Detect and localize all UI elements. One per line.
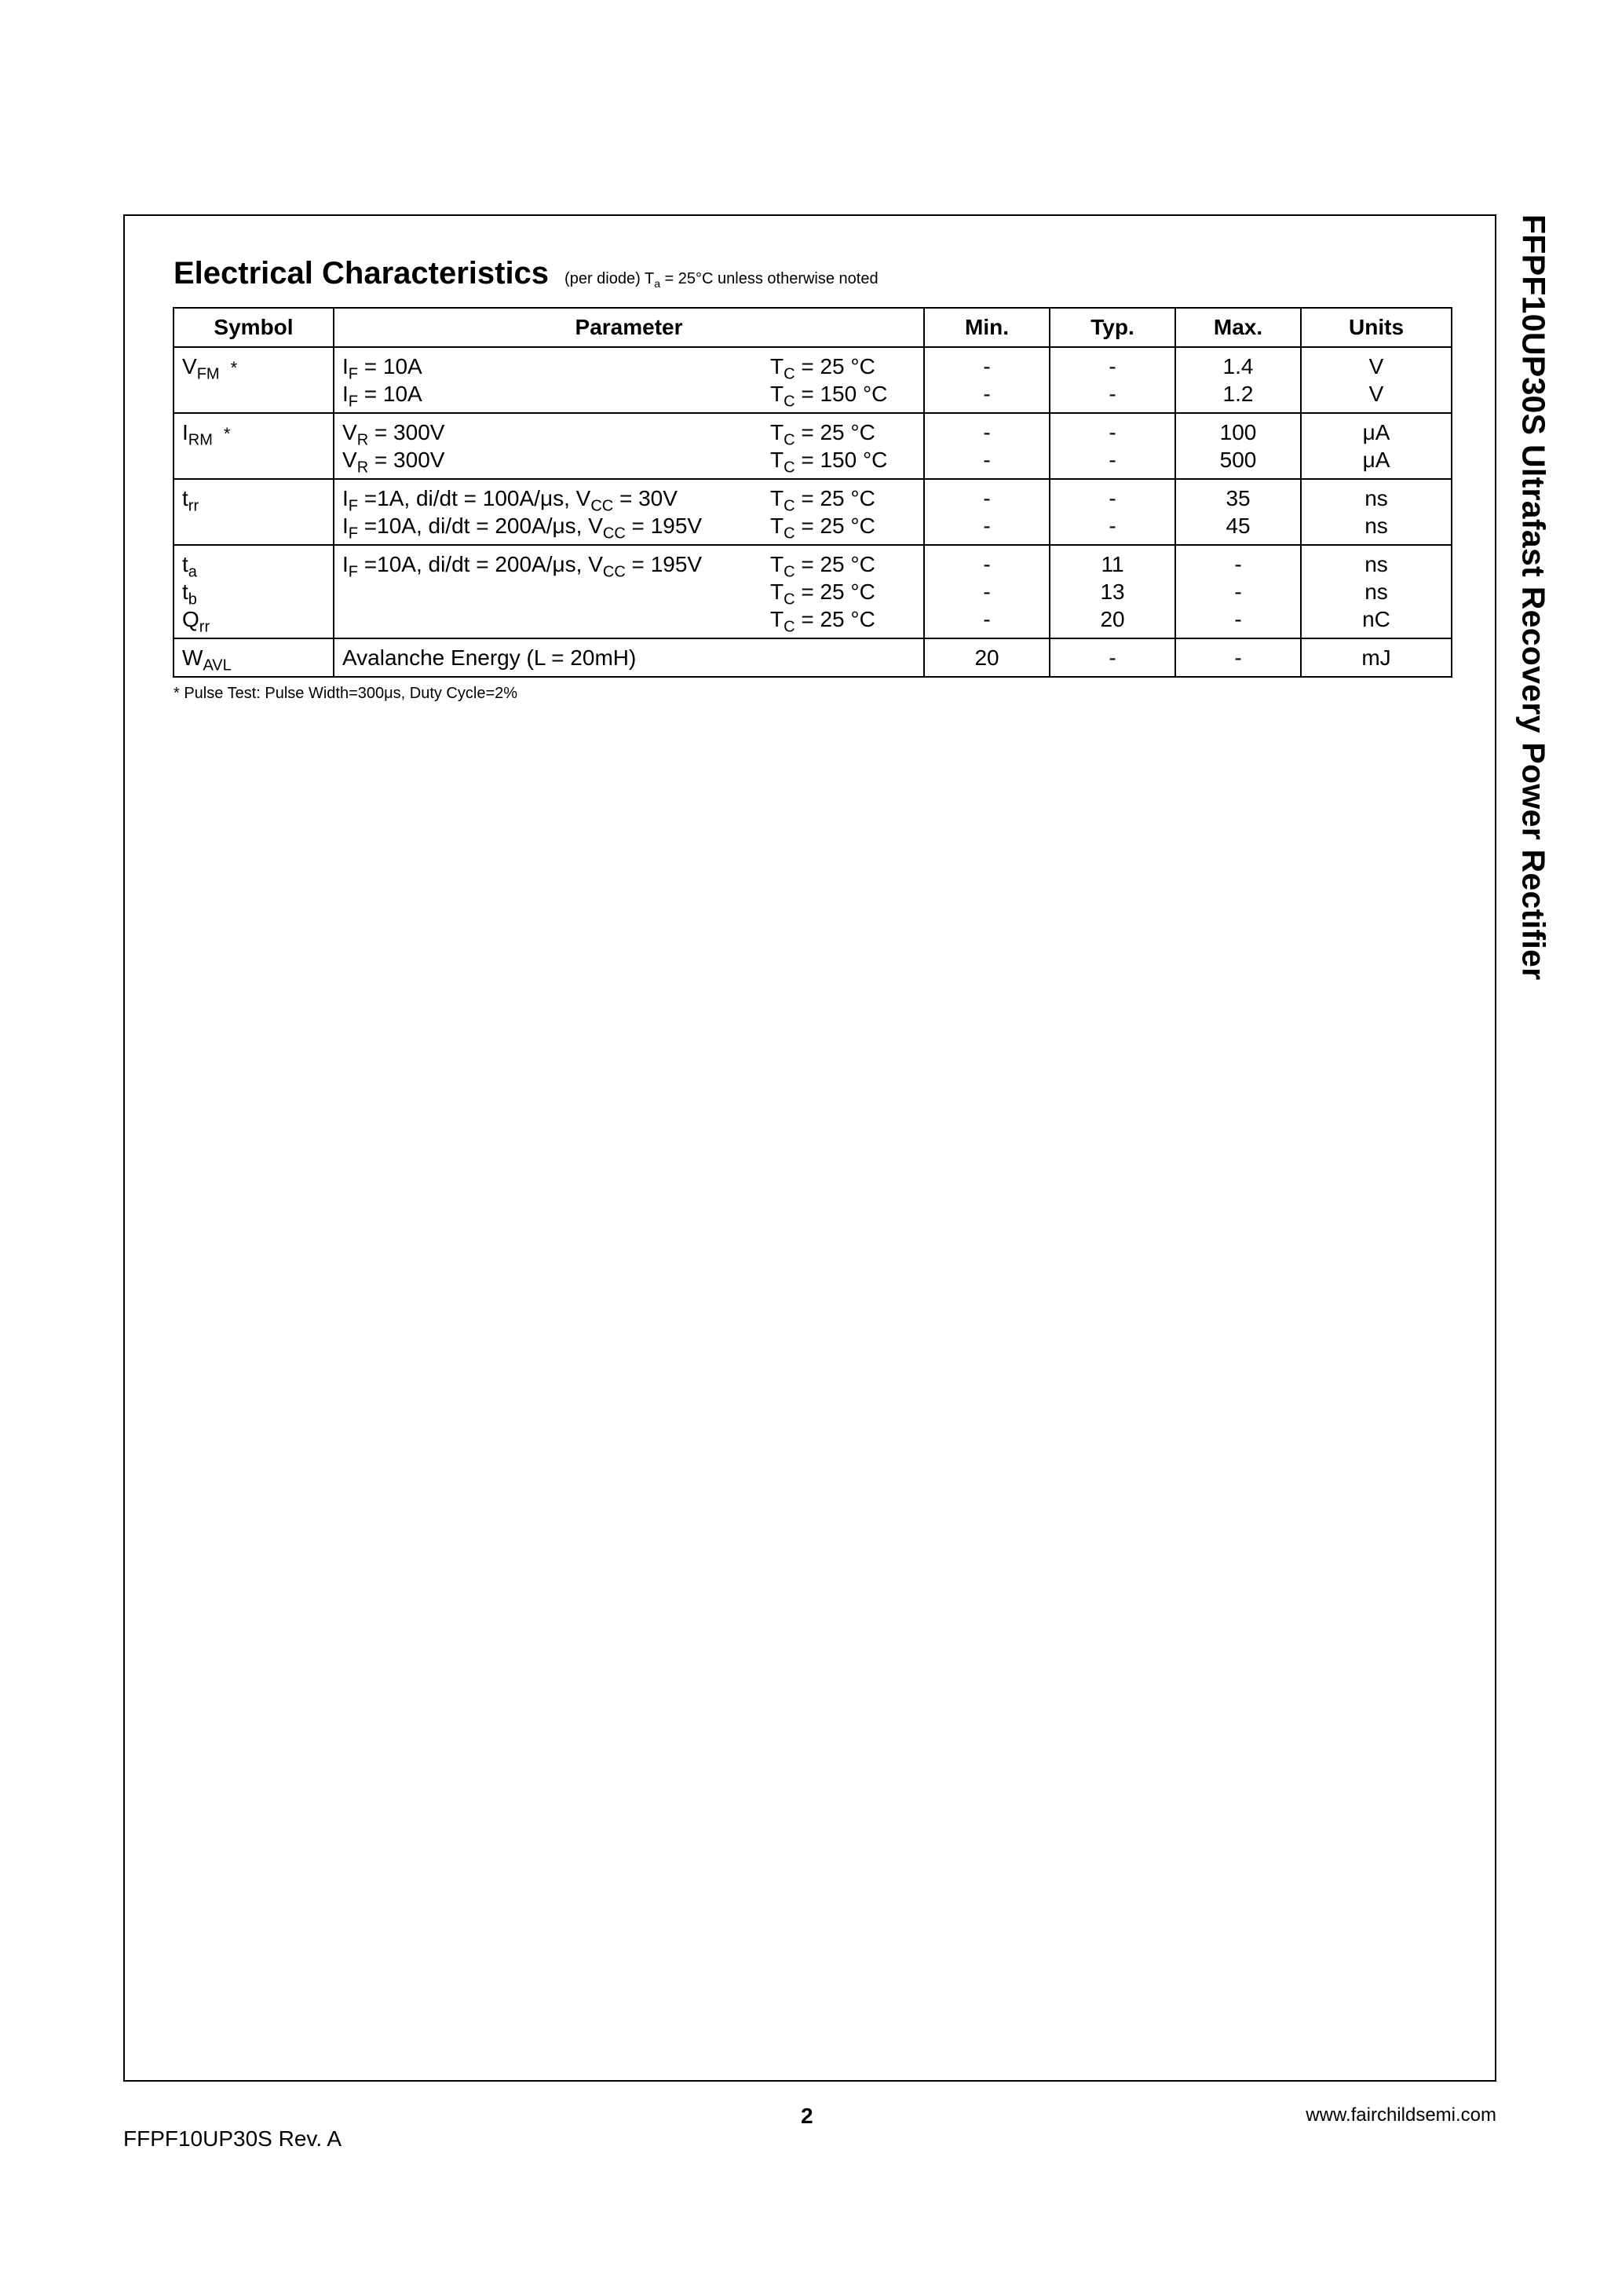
text-subscript: C bbox=[784, 525, 795, 543]
value-units: mJ bbox=[1361, 645, 1391, 670]
text-rest: = 300V bbox=[368, 420, 445, 444]
text-base: I bbox=[342, 514, 349, 538]
text-subscript: RM bbox=[188, 431, 213, 449]
condition-line bbox=[769, 419, 923, 449]
value-typ: - bbox=[1109, 448, 1116, 472]
section-heading bbox=[174, 256, 879, 291]
cell-condition bbox=[769, 479, 924, 545]
value-typ: - bbox=[1109, 354, 1116, 378]
electrical-characteristics-table bbox=[173, 307, 1452, 678]
text-subscript: rr bbox=[188, 497, 199, 515]
text-rest: = 25 °C bbox=[795, 607, 875, 631]
text-base: V bbox=[342, 448, 357, 472]
symbol-line bbox=[174, 353, 333, 383]
section-title: Electrical Characteristics bbox=[174, 256, 550, 291]
text-subscript: C bbox=[784, 431, 795, 449]
value-typ: - bbox=[1109, 486, 1116, 510]
table-header-row bbox=[174, 308, 1452, 347]
text-base: T bbox=[770, 354, 784, 378]
footer-page-number: 2 bbox=[801, 2104, 813, 2128]
text-subscript: C bbox=[784, 497, 795, 515]
text-subscript: F bbox=[348, 365, 358, 383]
text-rest: =10A, di/dt = 200A/μs, V bbox=[358, 514, 603, 538]
cell-typ bbox=[1050, 347, 1175, 413]
value-max: 45 bbox=[1226, 514, 1251, 538]
cell-parameter bbox=[334, 413, 769, 479]
text-base: V bbox=[342, 420, 357, 444]
text-subscript: C bbox=[784, 459, 795, 477]
cell-min bbox=[924, 545, 1050, 638]
parameter-line bbox=[334, 446, 769, 477]
cell-symbol bbox=[174, 413, 334, 479]
text-rest: = 150 °C bbox=[795, 448, 888, 472]
table-row bbox=[174, 545, 1452, 638]
value-typ: 13 bbox=[1100, 579, 1125, 604]
symbol-line bbox=[174, 605, 333, 636]
cell-typ bbox=[1050, 413, 1175, 479]
footer-website: www.fairchildsemi.com bbox=[1306, 2104, 1496, 2126]
text-base: I bbox=[342, 486, 349, 510]
value-units: V bbox=[1368, 382, 1384, 406]
cell-parameter bbox=[334, 638, 924, 677]
text-subscript: FM bbox=[196, 365, 220, 383]
parameter-line bbox=[334, 353, 769, 383]
table-row bbox=[174, 413, 1452, 479]
header-min: Min. bbox=[924, 308, 1050, 347]
section-note-sub: a bbox=[654, 277, 660, 290]
text-subscript: F bbox=[348, 525, 358, 543]
value-min: - bbox=[983, 448, 991, 472]
cell-condition bbox=[769, 347, 924, 413]
text-rest: = 25 °C bbox=[795, 354, 875, 378]
condition-line bbox=[769, 512, 923, 543]
value-max: - bbox=[1234, 645, 1242, 670]
cell-max bbox=[1175, 413, 1301, 479]
value-units: nC bbox=[1362, 607, 1390, 631]
parameter-line bbox=[334, 484, 769, 515]
symbol-line bbox=[174, 578, 333, 609]
section-note bbox=[564, 270, 879, 290]
value-max: - bbox=[1234, 579, 1242, 604]
text-subscript: F bbox=[348, 497, 358, 515]
text-base: W bbox=[182, 645, 203, 670]
value-min: - bbox=[983, 579, 991, 604]
value-typ: 11 bbox=[1101, 552, 1124, 576]
text-subscript: C bbox=[784, 365, 795, 383]
cell-parameter bbox=[334, 347, 769, 413]
text-subscript: C bbox=[784, 393, 795, 411]
condition-line bbox=[769, 605, 923, 636]
value-min: - bbox=[983, 354, 991, 378]
value-units: ns bbox=[1364, 486, 1388, 510]
value-units: μA bbox=[1362, 448, 1390, 472]
cell-parameter bbox=[334, 545, 769, 638]
cell-max bbox=[1175, 545, 1301, 638]
table-row bbox=[174, 479, 1452, 545]
value-typ: - bbox=[1109, 420, 1116, 444]
parameter-line bbox=[334, 380, 769, 411]
table-body bbox=[174, 347, 1452, 677]
value-max: 100 bbox=[1219, 420, 1257, 444]
text-subscript: rr bbox=[199, 618, 210, 636]
text-rest: = 30V bbox=[613, 486, 678, 510]
cell-typ bbox=[1050, 638, 1175, 677]
condition-line bbox=[769, 446, 923, 477]
value-units: ns bbox=[1364, 552, 1388, 576]
cell-min bbox=[924, 479, 1050, 545]
text-subscript: C bbox=[784, 590, 795, 609]
cell-max bbox=[1175, 638, 1301, 677]
value-min: - bbox=[983, 420, 991, 444]
cell-typ bbox=[1050, 545, 1175, 638]
cell-min bbox=[924, 413, 1050, 479]
text-base: I bbox=[182, 420, 188, 444]
text-base: V bbox=[182, 354, 197, 378]
table-row bbox=[174, 347, 1452, 413]
value-max: 35 bbox=[1226, 486, 1251, 510]
text-subscript: AVL bbox=[203, 656, 232, 675]
text-base: T bbox=[770, 382, 784, 406]
text-base: T bbox=[770, 448, 784, 472]
cell-condition bbox=[769, 413, 924, 479]
cell-units bbox=[1301, 347, 1452, 413]
value-typ: - bbox=[1109, 514, 1116, 538]
text-subscript: C bbox=[784, 618, 795, 636]
cell-units bbox=[1301, 479, 1452, 545]
symbol-line bbox=[174, 550, 333, 581]
text-base: t bbox=[182, 579, 188, 604]
value-min: - bbox=[983, 486, 991, 510]
text-subscript: CC bbox=[602, 525, 626, 543]
table-row bbox=[174, 638, 1452, 677]
text-subscript: b bbox=[188, 590, 197, 609]
text-subscript: R bbox=[356, 459, 369, 477]
value-min: - bbox=[983, 382, 991, 406]
parameter-line bbox=[334, 550, 769, 581]
text-subscript: C bbox=[784, 563, 795, 581]
cell-units bbox=[1301, 545, 1452, 638]
value-typ: 20 bbox=[1100, 607, 1125, 631]
cell-min bbox=[924, 347, 1050, 413]
text-rest: =1A, di/dt = 100A/μs, V bbox=[358, 486, 591, 510]
condition-line bbox=[769, 550, 923, 581]
text-subscript: CC bbox=[602, 563, 626, 581]
value-max: 500 bbox=[1219, 448, 1257, 472]
cell-condition bbox=[769, 545, 924, 638]
condition-line bbox=[769, 484, 923, 515]
parameter-line: Avalanche Energy (L = 20mH) bbox=[342, 645, 637, 670]
text-rest: = 25 °C bbox=[795, 420, 875, 444]
text-rest: = 150 °C bbox=[795, 382, 888, 406]
condition-line bbox=[769, 578, 923, 609]
cell-typ bbox=[1050, 479, 1175, 545]
value-max: - bbox=[1234, 552, 1242, 576]
text-rest: = 25 °C bbox=[795, 486, 875, 510]
text-subscript: CC bbox=[590, 497, 614, 515]
cell-units bbox=[1301, 638, 1452, 677]
cell-units bbox=[1301, 413, 1452, 479]
text-base: I bbox=[342, 382, 349, 406]
text-rest: = 25 °C bbox=[795, 552, 875, 576]
pulse-test-marker: * bbox=[223, 424, 231, 444]
value-min: - bbox=[983, 607, 991, 631]
condition-line bbox=[769, 380, 923, 411]
section-note-prefix: (per diode) T bbox=[564, 270, 655, 287]
side-title-container bbox=[1506, 214, 1561, 1000]
header-symbol: Symbol bbox=[174, 308, 334, 347]
header-units: Units bbox=[1301, 308, 1452, 347]
value-typ: - bbox=[1109, 645, 1116, 670]
text-base: T bbox=[770, 486, 784, 510]
section-note-suffix: = 25°C unless otherwise noted bbox=[659, 270, 879, 287]
text-rest: = 25 °C bbox=[795, 579, 875, 604]
cell-max bbox=[1175, 479, 1301, 545]
text-base: I bbox=[342, 552, 349, 576]
text-base: I bbox=[342, 354, 349, 378]
value-max: 1.4 bbox=[1222, 354, 1254, 378]
text-base: t bbox=[182, 486, 188, 510]
cell-symbol bbox=[174, 479, 334, 545]
value-min: 20 bbox=[974, 645, 999, 670]
value-units: ns bbox=[1364, 514, 1388, 538]
text-rest: = 25 °C bbox=[795, 514, 875, 538]
text-subscript: a bbox=[188, 563, 197, 581]
value-units: ns bbox=[1364, 579, 1388, 604]
symbol-line bbox=[174, 644, 333, 675]
side-title: FFPF10UP30S Ultrafast Recovery Power Rectifier bbox=[1515, 214, 1552, 981]
footer-revision: FFPF10UP30S Rev. A bbox=[123, 2126, 342, 2151]
cell-max bbox=[1175, 347, 1301, 413]
parameter-line bbox=[334, 419, 769, 449]
header-typ: Typ. bbox=[1050, 308, 1175, 347]
cell-symbol bbox=[174, 347, 334, 413]
text-rest: =10A, di/dt = 200A/μs, V bbox=[358, 552, 603, 576]
text-base: T bbox=[770, 607, 784, 631]
text-subscript: R bbox=[356, 431, 369, 449]
cell-symbol bbox=[174, 638, 334, 677]
value-min: - bbox=[983, 552, 991, 576]
header-max: Max. bbox=[1175, 308, 1301, 347]
text-subscript: F bbox=[348, 563, 358, 581]
text-base: T bbox=[770, 552, 784, 576]
cell-min bbox=[924, 638, 1050, 677]
value-max: 1.2 bbox=[1222, 382, 1254, 406]
text-base: T bbox=[770, 420, 784, 444]
pulse-test-marker: * bbox=[230, 358, 238, 378]
text-subscript: F bbox=[348, 393, 358, 411]
text-rest: = 10A bbox=[358, 354, 422, 378]
value-units: V bbox=[1368, 354, 1384, 378]
text-base: T bbox=[770, 514, 784, 538]
symbol-line bbox=[174, 484, 333, 515]
cell-symbol bbox=[174, 545, 334, 638]
text-base: t bbox=[182, 552, 188, 576]
value-min: - bbox=[983, 514, 991, 538]
text-rest: = 195V bbox=[625, 514, 703, 538]
footnote: * Pulse Test: Pulse Width=300μs, Duty Cycle=2% bbox=[174, 685, 518, 702]
text-rest: = 195V bbox=[625, 552, 703, 576]
text-rest: = 300V bbox=[368, 448, 445, 472]
cell-parameter bbox=[334, 479, 769, 545]
value-max: - bbox=[1234, 607, 1242, 631]
symbol-line bbox=[174, 419, 333, 449]
text-base: Q bbox=[182, 607, 199, 631]
parameter-line bbox=[334, 512, 769, 543]
header-parameter: Parameter bbox=[334, 308, 924, 347]
text-rest: = 10A bbox=[358, 382, 422, 406]
value-units: μA bbox=[1362, 420, 1390, 444]
value-typ: - bbox=[1109, 382, 1116, 406]
condition-line bbox=[769, 353, 923, 383]
text-base: T bbox=[770, 579, 784, 604]
